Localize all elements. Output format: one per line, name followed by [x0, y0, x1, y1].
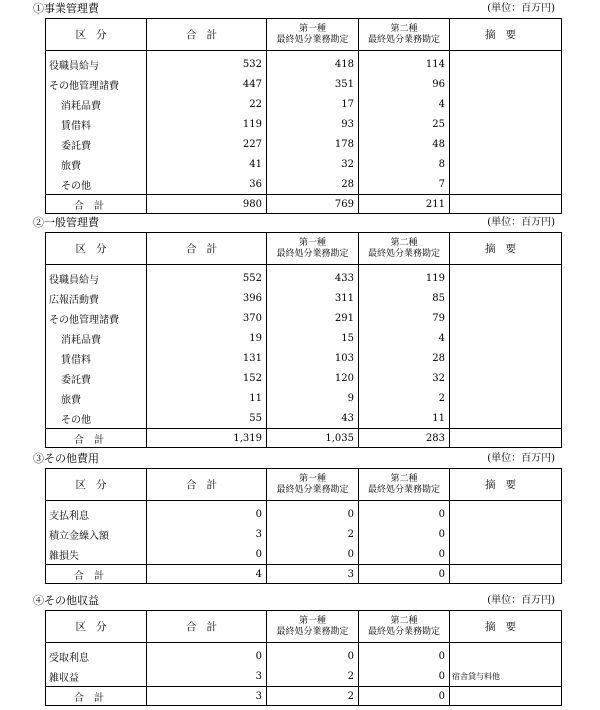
total-value: 41 — [147, 154, 267, 174]
remark-value — [450, 328, 562, 348]
table-row — [46, 524, 562, 544]
section-header — [33, 452, 561, 466]
type2-value: 114 — [359, 51, 450, 75]
type1-value: 418 — [267, 51, 359, 75]
cost-section — [33, 452, 561, 584]
type1-value: 351 — [267, 74, 359, 94]
type1-value: 311 — [267, 288, 359, 308]
type2-value: 8 — [359, 154, 450, 174]
total-row-total: 980 — [147, 195, 267, 214]
row-label: 賃借料 — [46, 114, 147, 134]
total-row-type2: 211 — [359, 195, 450, 214]
row-label: 委託費 — [46, 368, 147, 388]
cost-table — [45, 610, 562, 706]
type1-value: 93 — [267, 114, 359, 134]
type1-value: 17 — [267, 94, 359, 114]
column-header-remarks: 摘要 — [450, 233, 562, 265]
row-label: 役職員給与 — [46, 265, 147, 289]
total-value: 3 — [147, 524, 267, 544]
column-header-category: 区分 — [46, 19, 147, 51]
type2-value: 79 — [359, 308, 450, 328]
total-row-label: 合計 — [46, 687, 147, 706]
table-row — [46, 368, 562, 388]
cost-table — [45, 468, 562, 584]
remark-value — [450, 408, 562, 429]
remark-value — [450, 388, 562, 408]
type1-value: 32 — [267, 154, 359, 174]
column-header-category: 区分 — [46, 233, 147, 265]
column-header-remarks: 摘要 — [450, 469, 562, 501]
total-value: 0 — [147, 643, 267, 667]
section-header — [33, 594, 561, 608]
column-header-type2-top: 第二種 — [390, 23, 418, 34]
row-label: その他管理諸費 — [46, 308, 147, 328]
table-row — [46, 501, 562, 525]
table-header-row — [46, 233, 562, 265]
table-row — [46, 666, 562, 687]
column-header-category: 区分 — [46, 611, 147, 643]
type2-value: 7 — [359, 174, 450, 195]
row-label: 旅費 — [46, 154, 147, 174]
table-header-row — [46, 611, 562, 643]
table-header-row — [46, 469, 562, 501]
total-row-type2: 0 — [359, 687, 450, 706]
type1-value: 28 — [267, 174, 359, 195]
row-label: 役職員給与 — [46, 51, 147, 75]
column-header-type1-bottom: 最終処分業務勘定 — [276, 484, 349, 495]
section-title: ①事業管理費 — [33, 2, 99, 15]
type1-value: 291 — [267, 308, 359, 328]
row-label: 広報活動費 — [46, 288, 147, 308]
type2-value: 4 — [359, 328, 450, 348]
column-header-type1-top: 第一種 — [298, 237, 326, 248]
type1-value: 2 — [267, 666, 359, 687]
total-row — [46, 429, 562, 448]
type1-value: 433 — [267, 265, 359, 289]
column-header-type2-bottom: 最終処分業務勘定 — [367, 626, 440, 637]
total-row-label: 合計 — [46, 195, 147, 214]
remark-value — [450, 501, 562, 525]
remark-value — [450, 51, 562, 75]
column-header-type2-bottom: 最終処分業務勘定 — [367, 248, 440, 259]
column-header-type1-bottom: 最終処分業務勘定 — [276, 34, 349, 45]
column-header-type2 — [359, 611, 450, 643]
cost-table — [45, 232, 562, 448]
total-row-type1: 3 — [267, 565, 359, 584]
total-row-label: 合計 — [46, 565, 147, 584]
row-label: その他 — [46, 408, 147, 429]
total-row-type1: 769 — [267, 195, 359, 214]
column-header-type1 — [267, 233, 359, 265]
column-header-remarks: 摘要 — [450, 19, 562, 51]
section-title: ④その他収益 — [33, 594, 99, 607]
table-row — [46, 544, 562, 565]
total-row-label: 合計 — [46, 429, 147, 448]
total-value: 19 — [147, 328, 267, 348]
table-row — [46, 154, 562, 174]
remark-value — [450, 288, 562, 308]
table-row — [46, 265, 562, 289]
type1-value: 9 — [267, 388, 359, 408]
total-value: 532 — [147, 51, 267, 75]
row-label: 旅費 — [46, 388, 147, 408]
remark-value — [450, 524, 562, 544]
type2-value: 96 — [359, 74, 450, 94]
cost-table — [45, 18, 562, 214]
total-value: 0 — [147, 544, 267, 565]
column-header-total: 合計 — [147, 469, 267, 501]
total-row-remark — [450, 687, 562, 706]
type2-value: 0 — [359, 544, 450, 565]
column-header-type1-bottom: 最終処分業務勘定 — [276, 248, 349, 259]
column-header-total: 合計 — [147, 611, 267, 643]
remark-value: 宿舎貸与料他 — [450, 666, 562, 687]
total-row-total: 3 — [147, 687, 267, 706]
total-value: 447 — [147, 74, 267, 94]
type1-value: 2 — [267, 524, 359, 544]
remark-value — [450, 174, 562, 195]
total-row-type1: 1,035 — [267, 429, 359, 448]
column-header-type1-top: 第一種 — [298, 473, 326, 484]
total-value: 370 — [147, 308, 267, 328]
column-header-type1-top: 第一種 — [298, 23, 326, 34]
table-row — [46, 51, 562, 75]
remark-value — [450, 643, 562, 667]
type2-value: 85 — [359, 288, 450, 308]
cost-section — [33, 216, 561, 448]
column-header-type1-top: 第一種 — [298, 615, 326, 626]
total-row-remark — [450, 565, 562, 584]
total-value: 131 — [147, 348, 267, 368]
table-row — [46, 174, 562, 195]
total-value: 152 — [147, 368, 267, 388]
total-row-type2: 283 — [359, 429, 450, 448]
total-value: 3 — [147, 666, 267, 687]
type2-value: 11 — [359, 408, 450, 429]
total-row-total: 4 — [147, 565, 267, 584]
total-row-remark — [450, 429, 562, 448]
row-label: その他 — [46, 174, 147, 195]
column-header-total: 合計 — [147, 19, 267, 51]
type1-value: 15 — [267, 328, 359, 348]
type2-value: 32 — [359, 368, 450, 388]
total-value: 552 — [147, 265, 267, 289]
type2-value: 0 — [359, 524, 450, 544]
table-row — [46, 94, 562, 114]
column-header-type2 — [359, 469, 450, 501]
remark-value — [450, 134, 562, 154]
total-value: 36 — [147, 174, 267, 195]
total-row-type2: 0 — [359, 565, 450, 584]
section-title: ②一般管理費 — [33, 216, 99, 229]
type1-value: 178 — [267, 134, 359, 154]
row-label: 支払利息 — [46, 501, 147, 525]
column-header-category: 区分 — [46, 469, 147, 501]
type2-value: 0 — [359, 643, 450, 667]
type1-value: 103 — [267, 348, 359, 368]
cost-section — [33, 594, 561, 706]
column-header-type2-top: 第二種 — [390, 237, 418, 248]
table-row — [46, 348, 562, 368]
type2-value: 4 — [359, 94, 450, 114]
column-header-type2 — [359, 233, 450, 265]
type1-value: 120 — [267, 368, 359, 388]
unit-label: (単位：百万円) — [487, 453, 555, 464]
row-label: 消耗品費 — [46, 94, 147, 114]
type1-value: 0 — [267, 501, 359, 525]
column-header-type1 — [267, 19, 359, 51]
table-row — [46, 114, 562, 134]
total-value: 55 — [147, 408, 267, 429]
type2-value: 28 — [359, 348, 450, 368]
table-row — [46, 388, 562, 408]
table-row — [46, 328, 562, 348]
row-label: 賃借料 — [46, 348, 147, 368]
total-value: 22 — [147, 94, 267, 114]
row-label: 消耗品費 — [46, 328, 147, 348]
type2-value: 25 — [359, 114, 450, 134]
total-row — [46, 565, 562, 584]
remark-value — [450, 154, 562, 174]
column-header-type2 — [359, 19, 450, 51]
remark-value — [450, 114, 562, 134]
total-row — [46, 195, 562, 214]
total-value: 396 — [147, 288, 267, 308]
unit-label: (単位：百万円) — [487, 595, 555, 606]
column-header-type1 — [267, 611, 359, 643]
column-header-type2-bottom: 最終処分業務勘定 — [367, 34, 440, 45]
section-title: ③その他費用 — [33, 452, 99, 465]
total-value: 227 — [147, 134, 267, 154]
type2-value: 0 — [359, 501, 450, 525]
table-row — [46, 308, 562, 328]
total-row-remark — [450, 195, 562, 214]
column-header-type2-bottom: 最終処分業務勘定 — [367, 484, 440, 495]
unit-label: (単位：百万円) — [487, 217, 555, 228]
unit-label: (単位：百万円) — [487, 3, 555, 14]
remark-value — [450, 308, 562, 328]
row-label: その他管理諸費 — [46, 74, 147, 94]
column-header-type1-bottom: 最終処分業務勘定 — [276, 626, 349, 637]
cost-section — [33, 2, 561, 214]
table-row — [46, 134, 562, 154]
type2-value: 0 — [359, 666, 450, 687]
column-header-type2-top: 第二種 — [390, 615, 418, 626]
table-row — [46, 74, 562, 94]
column-header-remarks: 摘要 — [450, 611, 562, 643]
row-label: 積立金繰入額 — [46, 524, 147, 544]
type2-value: 119 — [359, 265, 450, 289]
total-row-type1: 2 — [267, 687, 359, 706]
total-value: 11 — [147, 388, 267, 408]
row-label: 雑収益 — [46, 666, 147, 687]
section-header — [33, 2, 561, 16]
row-label: 委託費 — [46, 134, 147, 154]
column-header-type1 — [267, 469, 359, 501]
remark-value — [450, 265, 562, 289]
total-row-total: 1,319 — [147, 429, 267, 448]
section-header — [33, 216, 561, 230]
type2-value: 2 — [359, 388, 450, 408]
table-header-row — [46, 19, 562, 51]
total-value: 0 — [147, 501, 267, 525]
type2-value: 48 — [359, 134, 450, 154]
row-label: 受取利息 — [46, 643, 147, 667]
total-value: 119 — [147, 114, 267, 134]
column-header-type2-top: 第二種 — [390, 473, 418, 484]
table-row — [46, 643, 562, 667]
remark-value — [450, 544, 562, 565]
remark-value — [450, 74, 562, 94]
type1-value: 0 — [267, 643, 359, 667]
table-row — [46, 408, 562, 429]
remark-value — [450, 348, 562, 368]
total-row — [46, 687, 562, 706]
table-row — [46, 288, 562, 308]
remark-value — [450, 368, 562, 388]
type1-value: 43 — [267, 408, 359, 429]
column-header-total: 合計 — [147, 233, 267, 265]
row-label: 雑損失 — [46, 544, 147, 565]
remark-value — [450, 94, 562, 114]
type1-value: 0 — [267, 544, 359, 565]
